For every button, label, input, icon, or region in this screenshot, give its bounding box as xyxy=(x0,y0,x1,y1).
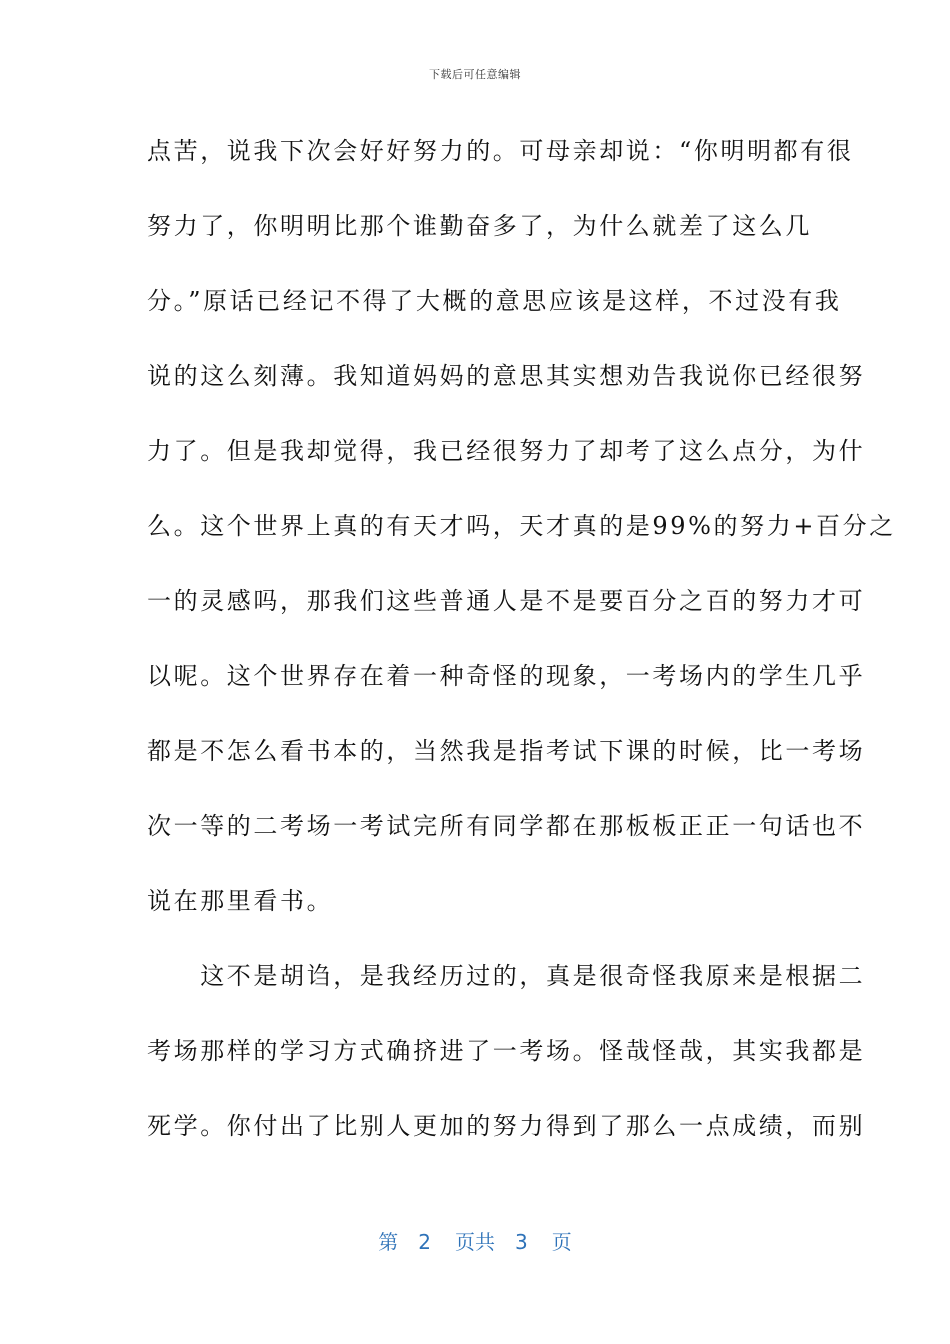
text-line: 说在那里看书。 xyxy=(147,887,334,915)
text-line: 以呢。这个世界存在着一种奇怪的现象，一考场内的学生几乎 xyxy=(147,662,866,690)
text-line: 么。这个世界上真的有天才吗，天才真的是99%的努力+百分之 xyxy=(147,512,896,540)
text-line: 死学。你付出了比别人更加的努力得到了那么一点成绩，而别 xyxy=(147,1112,866,1140)
text-line: 次一等的二考场一考试完所有同学都在那板板正正一句话也不 xyxy=(147,812,866,840)
text-line: 一的灵感吗，那我们这些普通人是不是要百分之百的努力才可 xyxy=(147,587,866,615)
page-header: 下载后可任意编辑 xyxy=(429,68,521,81)
text-line: 都是不怎么看书本的，当然我是指考试下课的时候，比一考场 xyxy=(147,737,866,765)
text-line: 点苦，说我下次会好好努力的。可母亲却说：“你明明都有很 xyxy=(147,137,854,165)
footer-suffix: 页 xyxy=(551,1230,572,1254)
footer-middle: 页共 xyxy=(455,1230,495,1254)
current-page-number: 2 xyxy=(418,1230,431,1254)
total-page-number: 3 xyxy=(515,1230,528,1254)
text-line: 考场那样的学习方式确挤进了一考场。怪哉怪哉，其实我都是 xyxy=(147,1037,866,1065)
text-line: 分。”原话已经记不得了大概的意思应该是这样，不过没有我 xyxy=(147,287,842,315)
text-line: 说的这么刻薄。我知道妈妈的意思其实想劝告我说你已经很努 xyxy=(147,362,866,390)
text-line: 努力了，你明明比那个谁勤奋多了，为什么就差了这么几 xyxy=(147,212,812,240)
footer-prefix: 第 xyxy=(378,1230,399,1254)
text-line: 力了。但是我却觉得，我已经很努力了却考了这么点分，为什 xyxy=(147,437,866,465)
text-line: 这不是胡诌，是我经历过的，真是很奇怪我原来是根据二 xyxy=(147,962,866,990)
page-footer xyxy=(0,1226,950,1255)
